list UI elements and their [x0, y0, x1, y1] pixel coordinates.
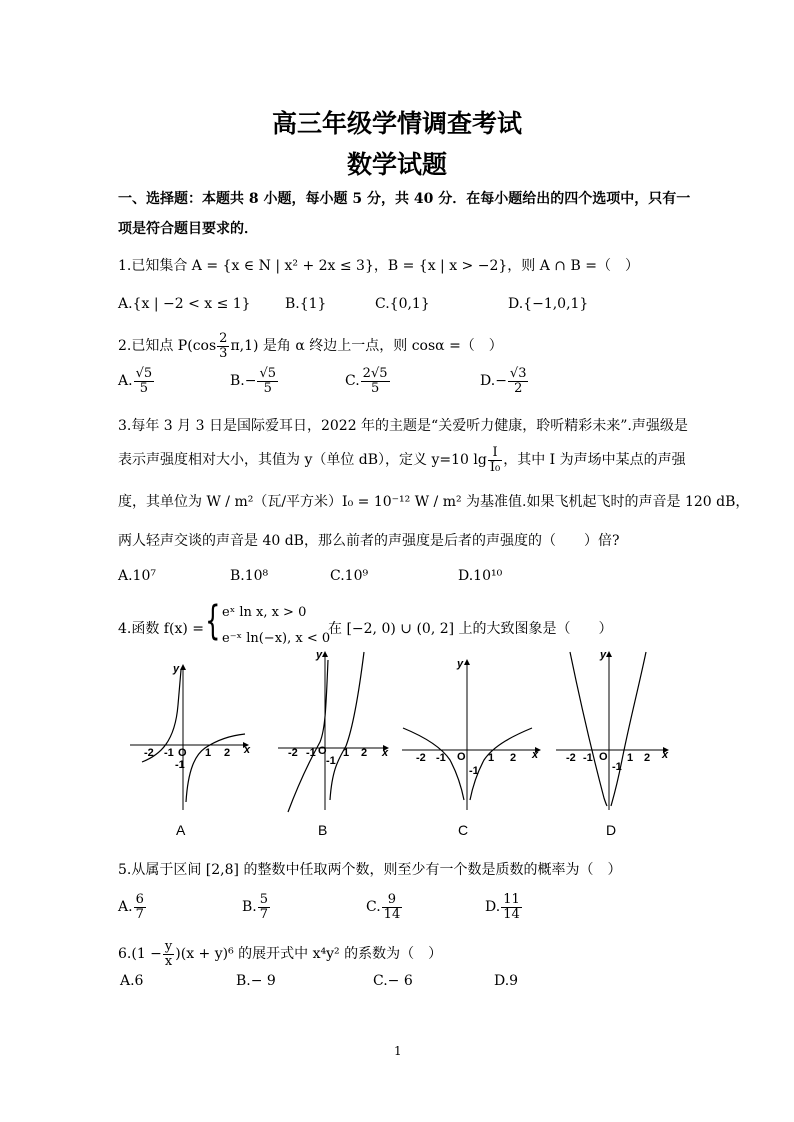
- q5-stem: 5.从属于区间 [2,8] 的整数中任取两个数，则至少有一个数是质数的概率为（ ）: [118, 862, 622, 878]
- q6-stem: 6.(1 − $\frac{y}{x}$ )(x + y)⁶ 的展开式中 x⁴y² 的系数为（ ）: [118, 939, 443, 969]
- graph-d-tick-neg2: -2: [566, 752, 576, 764]
- q5-option-b[interactable]: B. $\frac{5}{7}$: [242, 892, 269, 922]
- graph-a-y-label: y: [173, 663, 180, 675]
- graph-d-tick-2: 2: [644, 752, 651, 764]
- graph-c-tick-2: 2: [510, 752, 517, 764]
- graph-d-neg1-y: -1: [612, 761, 622, 773]
- q6-option-b[interactable]: B.− 9: [236, 973, 276, 989]
- graph-a-x-label: x: [244, 744, 251, 756]
- q2-stem: 2.已知点 P(cos $\frac{2}{3}$ π,1) 是角 α 终边上一点，则 cosα =（ ）: [118, 331, 503, 361]
- graph-a[interactable]: [130, 663, 251, 810]
- q3-line4: 两人轻声交谈的声音是 40 dB，那么前者的声强度是后者的声强度的（ ）倍?: [118, 533, 620, 549]
- graph-d-y-label: y: [600, 650, 607, 661]
- q5-option-d[interactable]: D. $\frac{11}{14}$: [485, 892, 520, 922]
- graph-b-tick-2: 2: [361, 747, 368, 759]
- q2-option-b[interactable]: B.− $\frac{√5}{5}$: [230, 366, 277, 396]
- graph-a-origin: O: [178, 747, 187, 759]
- q4-case2: e⁻ˣ ln(−x), x < 0: [222, 631, 331, 646]
- q6-option-a[interactable]: A.6: [120, 973, 144, 989]
- graph-c-x-label: x: [532, 749, 539, 761]
- q2-option-a[interactable]: A. $\frac{√5}{5}$: [118, 366, 153, 396]
- q1-option-c[interactable]: C.{0,1}: [375, 296, 430, 312]
- q2-option-d[interactable]: D.− $\frac{√3}{2}$: [480, 366, 527, 396]
- graph-b-tick-neg1: -1: [306, 747, 316, 759]
- q2-option-c[interactable]: C. $\frac{2√5}{5}$: [345, 366, 388, 396]
- q4-stem-prefix: 4.函数 f(x) =: [118, 621, 204, 637]
- section-intro-line1: 一、选择题：本题共 8 小题，每小题 5 分，共 40 分．在每小题给出的四个选项中，只有一: [118, 191, 691, 207]
- q3-option-c[interactable]: C.10⁹: [330, 568, 369, 584]
- graph-d-origin: O: [599, 751, 608, 763]
- graph-c-tick-neg1: -1: [436, 752, 446, 764]
- graph-b-tick-neg2: -2: [288, 747, 298, 759]
- q4-graphs: [120, 650, 680, 815]
- graph-a-tick-2: 2: [224, 747, 231, 759]
- q3-line1: 3.每年 3 月 3 日是国际爱耳日，2022 年的主题是“关爱听力健康，聆听精彩未来”.声强级是: [118, 418, 688, 434]
- q1-option-a[interactable]: A.{x | −2 < x ≤ 1}: [118, 296, 251, 312]
- q1-option-b[interactable]: B.{1}: [285, 296, 327, 312]
- graph-a-tick-neg1: -1: [164, 747, 174, 759]
- graph-c-origin: O: [457, 751, 466, 763]
- graph-d-tick-1: 1: [627, 752, 634, 764]
- graph-c-neg1-y: -1: [469, 765, 479, 777]
- graph-d-label[interactable]: D: [606, 822, 617, 838]
- q6-option-d[interactable]: D.9: [494, 973, 519, 989]
- q1-option-d[interactable]: D.{−1,0,1}: [508, 296, 589, 312]
- graph-b[interactable]: [278, 650, 389, 812]
- q4-case1: eˣ ln x, x > 0: [222, 605, 307, 620]
- q4-stem-suffix: 在 [−2, 0) ∪ (0, 2] 上的大致图象是（ ）: [328, 621, 613, 637]
- q6-option-c[interactable]: C.− 6: [373, 973, 413, 989]
- graph-d[interactable]: [556, 650, 669, 810]
- graph-b-y-label: y: [316, 650, 323, 661]
- graph-b-x-label: x: [382, 747, 389, 759]
- q3-line2: 表示声强度相对大小，其值为 y（单位 dB），定义 y=10 lg $\frac{I}{\text{I₀}}$ ，其中 I 为声场中某点的声强: [118, 445, 686, 475]
- q3-option-a[interactable]: A.10⁷: [118, 568, 156, 584]
- exam-title: 高三年级学情调查考试: [271, 109, 522, 138]
- graph-a-tick-1: 1: [205, 747, 212, 759]
- section-intro-line2: 项是符合题目要求的．: [118, 221, 258, 237]
- graph-a-label[interactable]: A: [176, 822, 186, 838]
- graph-c-y-label: y: [457, 658, 464, 670]
- page-number: 1: [394, 1044, 402, 1058]
- exam-subtitle: 数学试题: [346, 150, 447, 179]
- graph-d-x-label: x: [662, 749, 669, 761]
- graph-d-tick-neg1: -1: [583, 752, 593, 764]
- q3-option-b[interactable]: B.10⁸: [230, 568, 269, 584]
- graph-b-tick-1: 1: [343, 747, 350, 759]
- graph-c-tick-neg2: -2: [416, 752, 426, 764]
- graph-a-neg1-y: -1: [175, 759, 185, 771]
- q3-line3: 度，其单位为 W / m²（瓦/平方米）I₀ = 10⁻¹² W / m² 为基准值.如果飞机起飞时的声音是 120 dB，: [118, 494, 750, 510]
- q3-option-d[interactable]: D.10¹⁰: [458, 568, 503, 584]
- q1-stem: 1.已知集合 A = {x ∈ N | x² + 2x ≤ 3}，B = {x | x > −2}，则 A ∩ B =（ ）: [118, 258, 639, 274]
- graph-b-origin: O: [318, 745, 327, 757]
- q5-option-a[interactable]: A. $\frac{6}{7}$: [118, 892, 144, 922]
- graph-b-neg1-y: -1: [326, 755, 336, 767]
- q5-option-c[interactable]: C. $\frac{9}{14}$: [366, 892, 401, 922]
- graph-c-label[interactable]: C: [458, 822, 469, 838]
- graph-c[interactable]: [402, 658, 540, 810]
- graph-b-label[interactable]: B: [318, 822, 328, 838]
- graph-a-tick-neg2: -2: [144, 747, 154, 759]
- q4-brace: {: [205, 598, 221, 644]
- graph-c-tick-1: 1: [488, 752, 495, 764]
